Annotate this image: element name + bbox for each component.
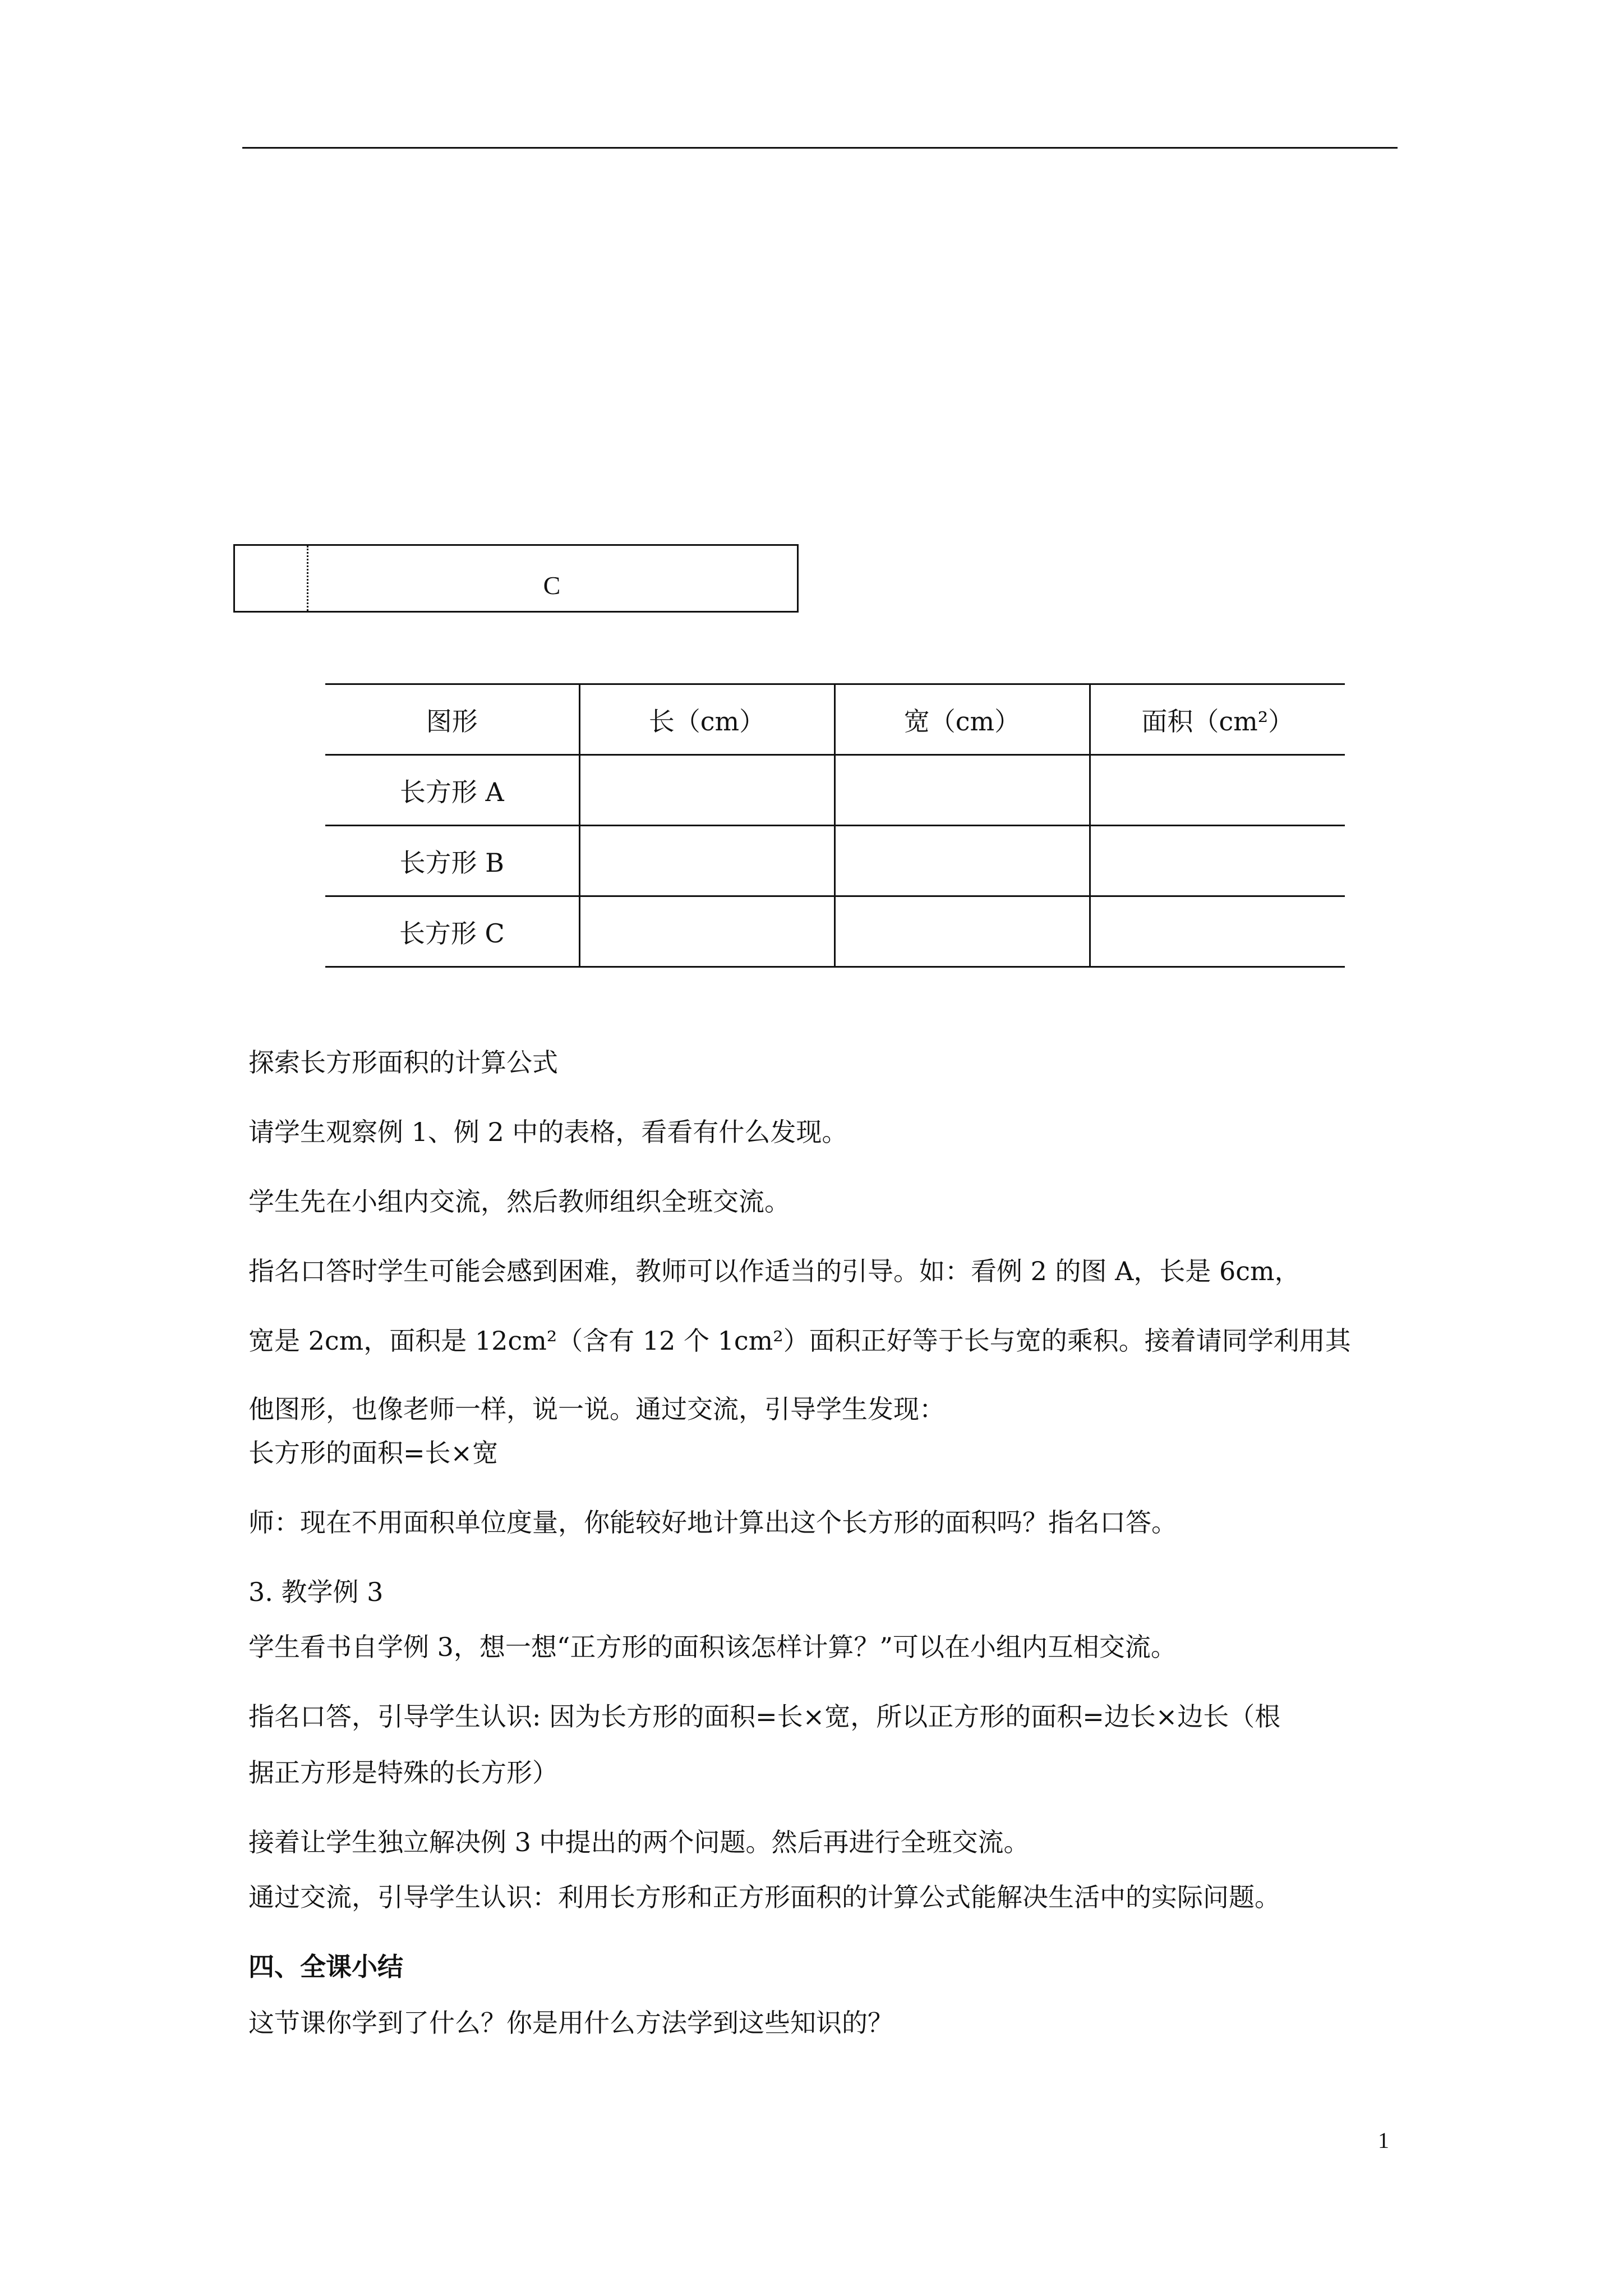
table-header-cell: 长（cm） xyxy=(579,684,834,755)
table-header-cell: 图形 xyxy=(426,706,478,737)
table-cell xyxy=(834,896,1090,967)
rectangle-c-figure xyxy=(233,544,799,613)
measurement-table xyxy=(325,683,1345,968)
body-paragraph: 据正方形是特殊的长方形） xyxy=(248,1757,558,1788)
section-heading: 四、全课小结 xyxy=(248,1952,403,1982)
table-cell xyxy=(1090,826,1345,896)
table-header-row xyxy=(325,684,1345,755)
body-paragraph: 师：现在不用面积单位度量，你能较好地计算出这个长方形的面积吗？指名口答。 xyxy=(248,1507,1177,1538)
rectangle-c-label: C xyxy=(543,571,561,600)
table-cell xyxy=(579,826,834,896)
table-cell xyxy=(1090,896,1345,967)
table-cell: 长方形 B xyxy=(399,847,504,878)
body-paragraph: 学生看书自学例 3，想一想“正方形的面积该怎样计算？”可以在小组内互相交流。 xyxy=(248,1632,1177,1662)
table-row xyxy=(325,826,1345,896)
body-paragraph: 这节课你学到了什么？你是用什么方法学到这些知识的？ xyxy=(248,2008,893,2038)
body-paragraph: 指名口答时学生可能会感到困难，教师可以作适当的引导。如：看例 2 的图 A，长是 6cm， xyxy=(248,1256,1301,1286)
body-paragraph: 通过交流，引导学生认识：利用长方形和正方形面积的计算公式能解决生活中的实际问题。 xyxy=(248,1882,1280,1912)
table-cell xyxy=(579,755,834,826)
table-row xyxy=(325,755,1345,826)
table-cell xyxy=(579,896,834,967)
table-row xyxy=(325,896,1345,967)
formula-line: 长方形的面积=长×宽 xyxy=(248,1438,499,1468)
section-title: 探索长方形面积的计算公式 xyxy=(248,1047,558,1078)
table-header-cell: 面积（cm²） xyxy=(1090,684,1345,755)
body-paragraph: 学生先在小组内交流，然后教师组织全班交流。 xyxy=(248,1186,790,1217)
table-cell: 长方形 A xyxy=(399,776,504,807)
section-title: 3. 教学例 3 xyxy=(248,1577,384,1607)
body-paragraph: 请学生观察例 1、例 2 中的表格，看看有什么发现。 xyxy=(248,1117,848,1147)
table-cell: 长方形 C xyxy=(399,918,505,949)
page-number: 1 xyxy=(1378,2128,1389,2153)
table-cell xyxy=(834,755,1090,826)
table-header-cell: 宽（cm） xyxy=(834,684,1090,755)
body-paragraph: 指名口答，引导学生认识: 因为长方形的面积=长×宽，所以正方形的面积=边长×边长（根 xyxy=(248,1701,1281,1732)
header-rule xyxy=(242,147,1398,149)
body-paragraph: 宽是 2cm，面积是 12cm²（含有 12 个 1cm²）面积正好等于长与宽的乘积。接着请同学利用其 xyxy=(248,1326,1351,1356)
body-paragraph: 接着让学生独立解决例 3 中提出的两个问题。然后再进行全班交流。 xyxy=(248,1827,1030,1857)
table-cell xyxy=(1090,755,1345,826)
table-cell xyxy=(834,826,1090,896)
body-paragraph: 他图形，也像老师一样，说一说。通过交流，引导学生发现： xyxy=(248,1394,945,1424)
